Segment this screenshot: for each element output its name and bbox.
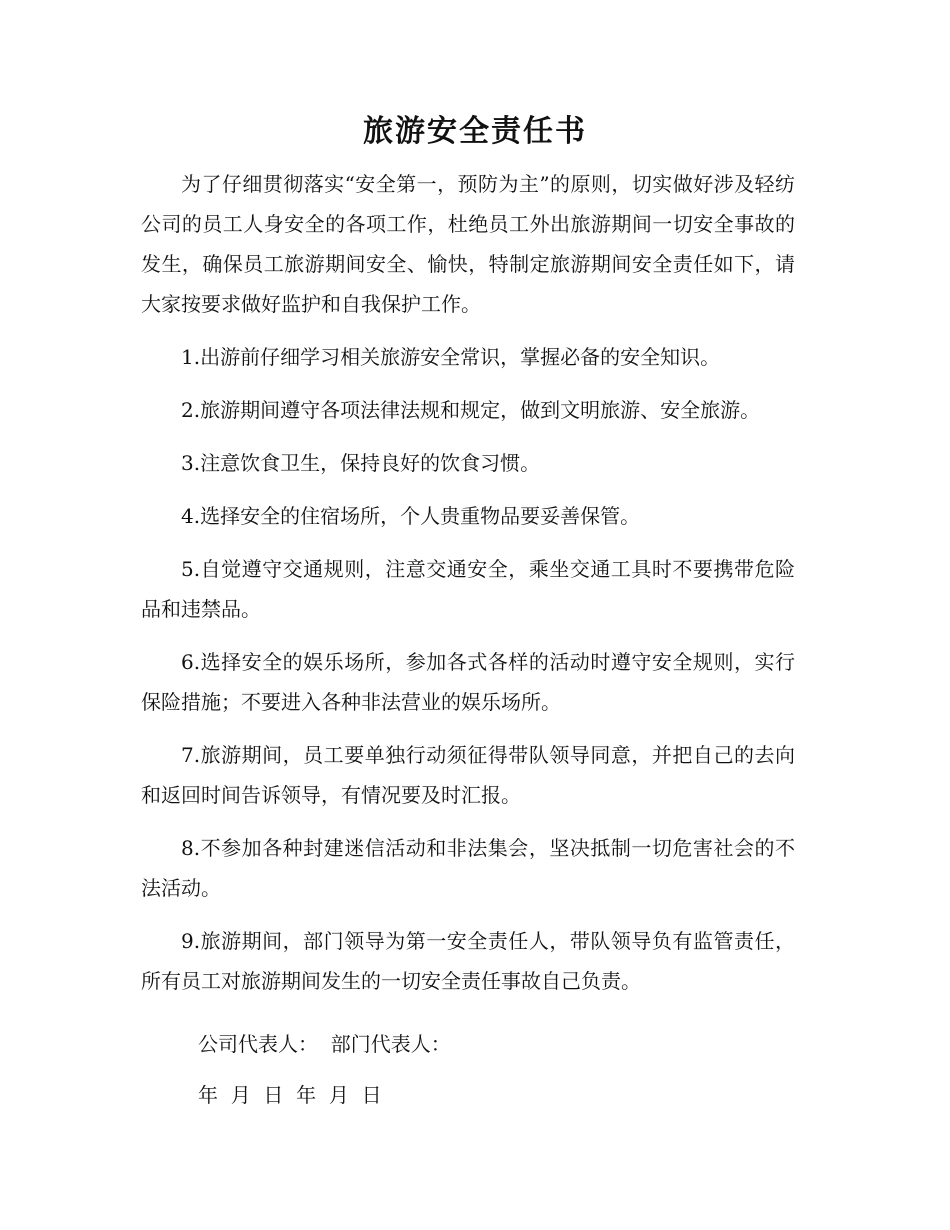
rule-item-6: 6.选择安全的娱乐场所，参加各式各样的活动时遵守安全规则，实行保险措施；不要进入各种非法营业的娱乐场所。 bbox=[141, 650, 795, 714]
date-line: 年 月 日 年 月 日 bbox=[198, 1083, 382, 1107]
rule-item-2: 2.旅游期间遵守各项法律法规和规定，做到文明旅游、安全旅游。 bbox=[181, 398, 761, 422]
rule-item-1: 1.出游前仔细学习相关旅游安全常识，掌握必备的安全知识。 bbox=[181, 345, 721, 369]
signature-line: 公司代表人： 部门代表人： bbox=[198, 1032, 451, 1056]
rule-item-4: 4.选择安全的住宿场所，个人贵重物品要妥善保管。 bbox=[181, 504, 641, 528]
document-body bbox=[141, 164, 795, 1014]
document-title: 旅游安全责任书 bbox=[363, 114, 587, 149]
rule-item-8: 8.不参加各种封建迷信活动和非法集会，坚决抵制一切危害社会的不法活动。 bbox=[141, 836, 795, 900]
rule-item-3: 3.注意饮食卫生，保持良好的饮食习惯。 bbox=[181, 451, 541, 475]
rule-item-9: 9.旅游期间，部门领导为第一安全责任人，带队领导负有监管责任，所有员工对旅游期间发生的一切安全责任事故自己负责。 bbox=[141, 929, 795, 993]
intro-paragraph: 为了仔细贯彻落实“安全第一，预防为主”的原则，切实做好涉及轻纺公司的员工人身安全的各项工作，杜绝员工外出旅游期间一切安全事故的发生，确保员工旅游期间安全、愉快，特制定旅游期间安全责任如下，请大家按要求做好监护和自我保护工作。 bbox=[141, 172, 795, 316]
rule-item-5: 5.自觉遵守交通规则，注意交通安全，乘坐交通工具时不要携带危险品和违禁品。 bbox=[141, 557, 795, 621]
rule-item-7: 7.旅游期间，员工要单独行动须征得带队领导同意，并把自己的去向和返回时间告诉领导，有情况要及时汇报。 bbox=[141, 743, 795, 807]
